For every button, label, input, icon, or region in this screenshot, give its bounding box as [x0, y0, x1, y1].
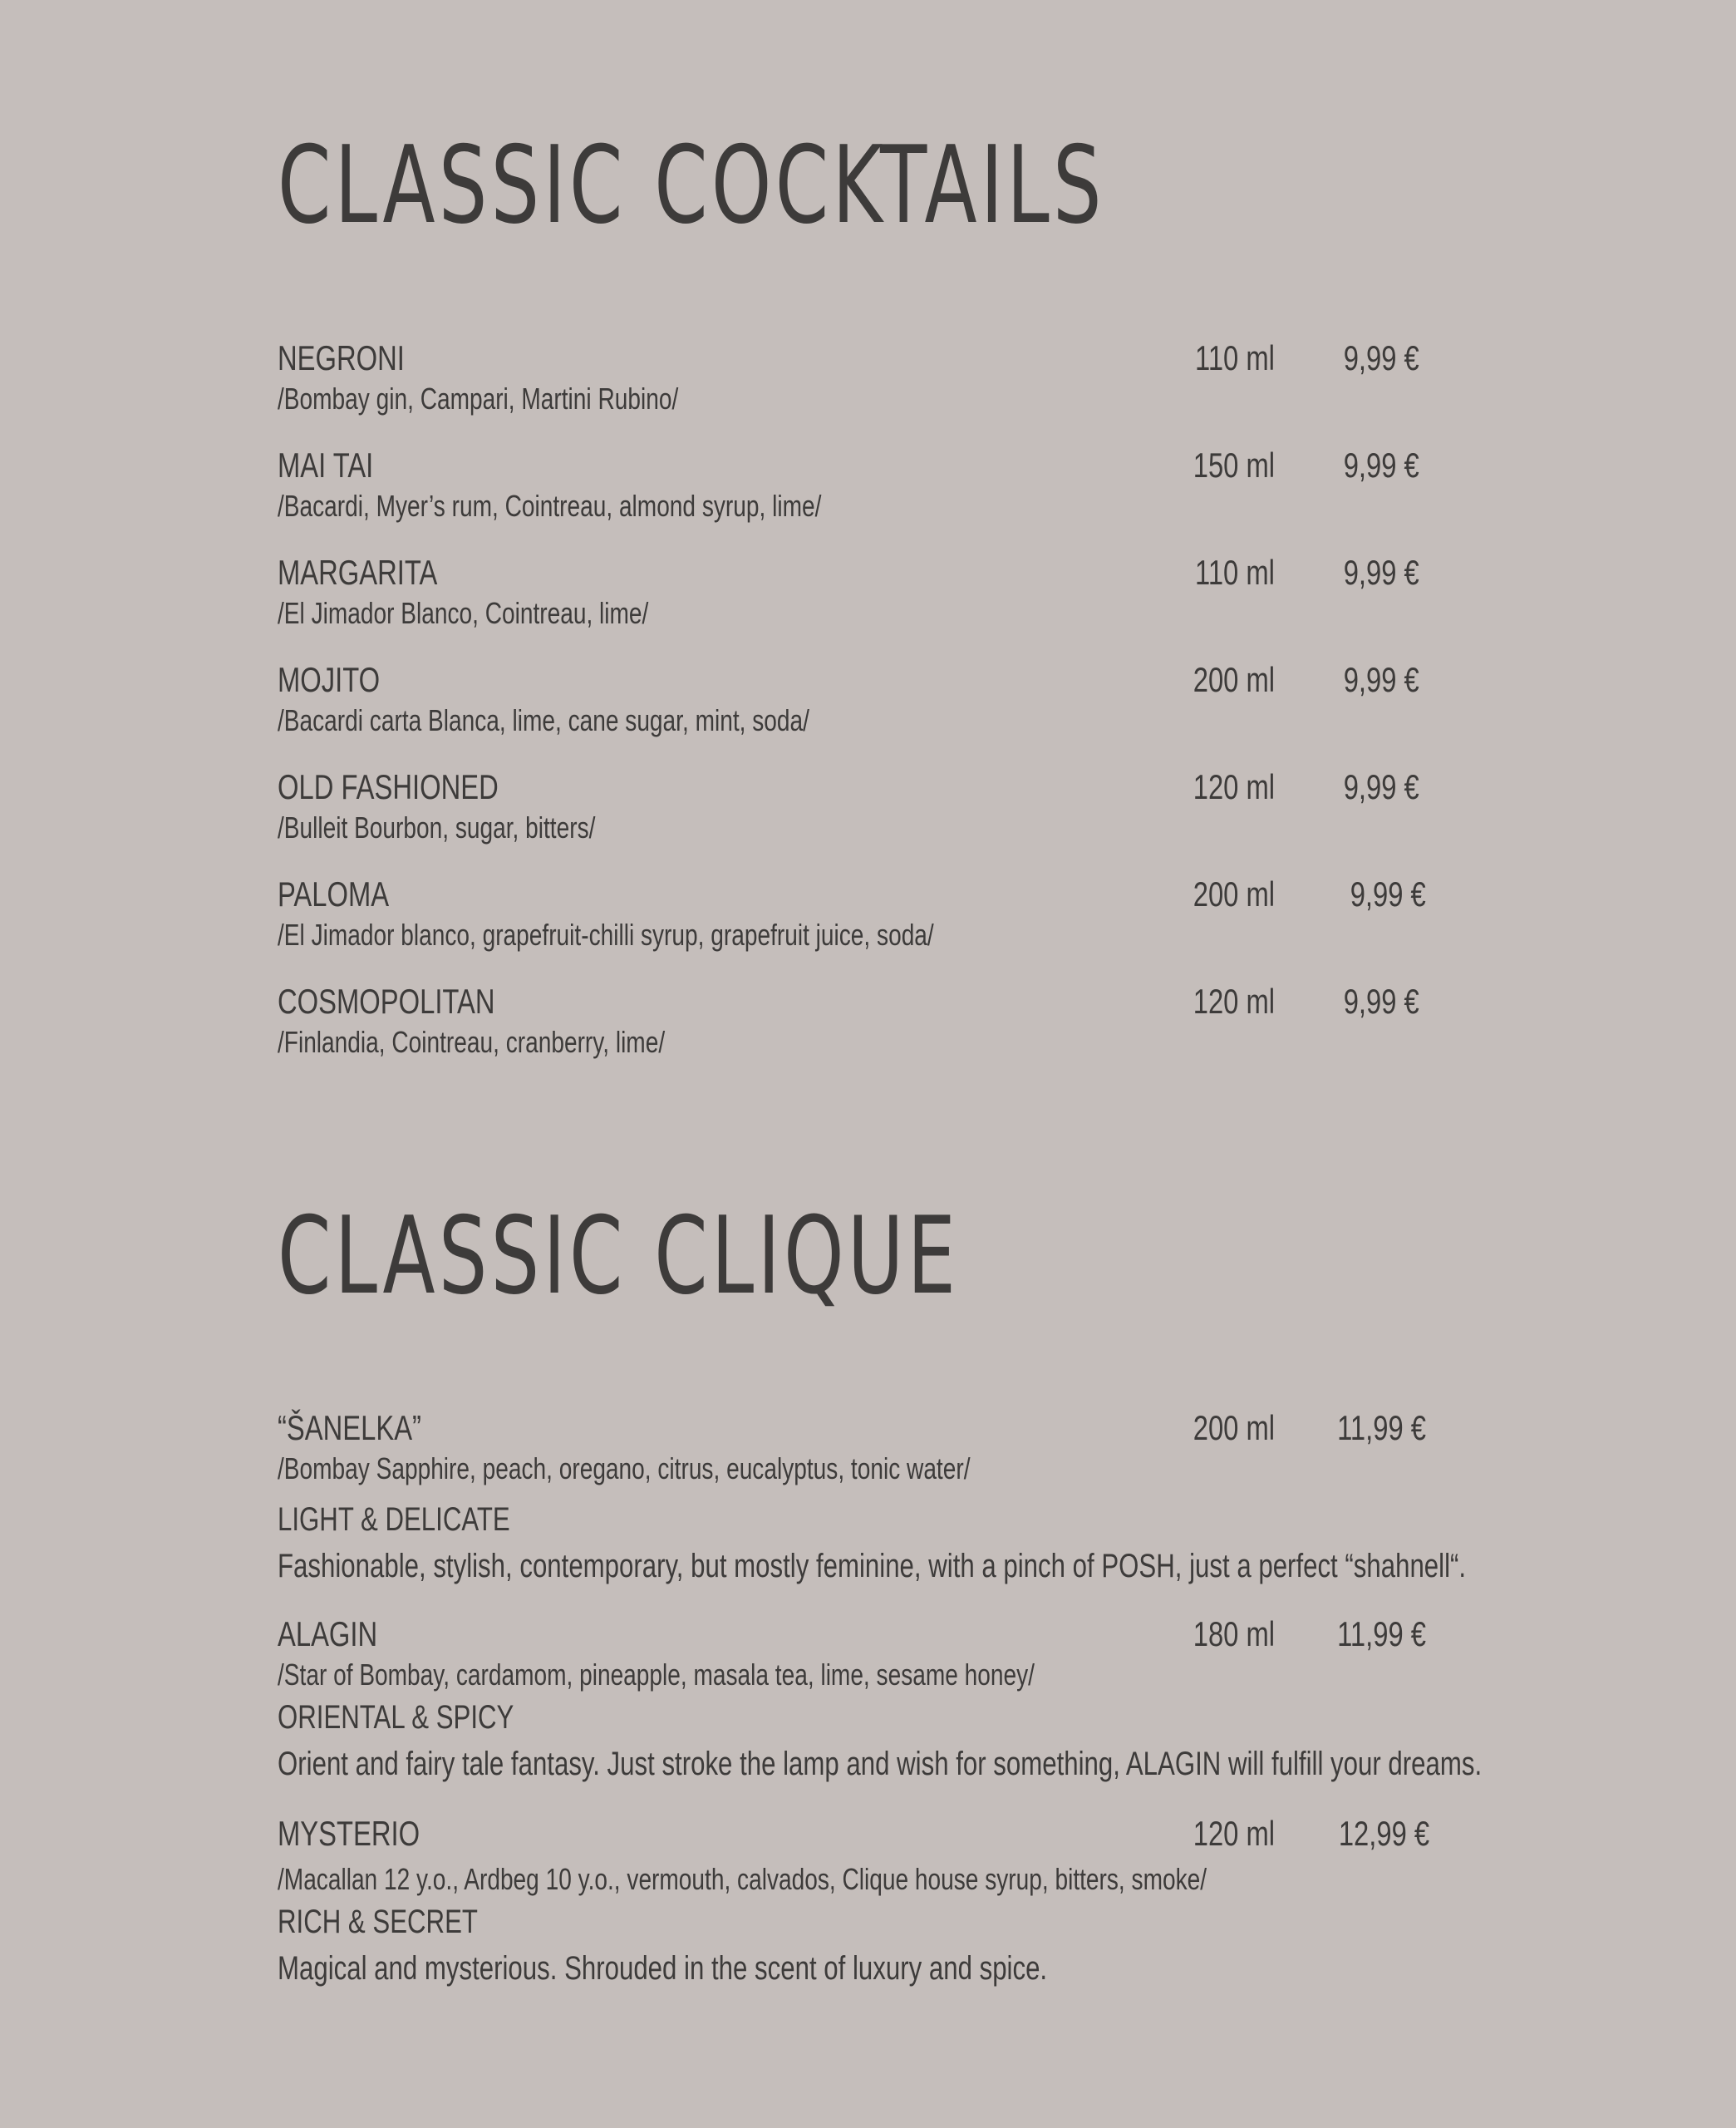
item-description: /Finlandia, Cointreau, cranberry, lime/ — [278, 1025, 666, 1059]
item-name: MAI TAI — [278, 446, 374, 485]
item-volume: 120 ml — [1193, 982, 1275, 1021]
menu-item-paloma — [278, 873, 1474, 954]
item-price: 9,99 € — [1343, 982, 1419, 1021]
item-name: MOJITO — [278, 660, 381, 699]
menu-item-margarita — [278, 551, 1474, 633]
item-volume: 180 ml — [1193, 1614, 1275, 1653]
item-style-tag: LIGHT & DELICATE — [278, 1501, 510, 1538]
item-price: 11,99 € — [1337, 1408, 1426, 1447]
menu-item-mysterio — [278, 1812, 1474, 1992]
item-name: ALAGIN — [278, 1614, 378, 1653]
menu-item-mojito — [278, 658, 1474, 740]
menu-item-sanelka — [278, 1406, 1474, 1589]
item-price: 9,99 € — [1343, 446, 1419, 485]
item-price: 9,99 € — [1350, 874, 1426, 914]
item-description: /Bacardi carta Blanca, lime, cane sugar, mint, soda/ — [278, 703, 809, 737]
item-name: COSMOPOLITAN — [278, 982, 495, 1021]
item-name: NEGRONI — [278, 338, 405, 377]
item-volume: 110 ml — [1195, 553, 1275, 592]
menu-item-alagin — [278, 1613, 1483, 1787]
item-price: 9,99 € — [1343, 660, 1419, 699]
item-name: “ŠANELKA” — [278, 1408, 421, 1447]
item-style-tag: RICH & SECRET — [278, 1904, 478, 1940]
item-volume: 150 ml — [1193, 446, 1275, 485]
item-description: /Bacardi, Myer’s rum, Cointreau, almond syrup, lime/ — [278, 489, 822, 523]
section-title-classic-cocktails: CLASSIC COCKTAILS — [278, 124, 1105, 248]
item-blurb: Orient and fairy tale fantasy. Just stroke the lamp and wish for something, ALAGIN will fulfill your dreams. — [278, 1746, 1483, 1782]
item-description: /Bombay Sapphire, peach, oregano, citrus, eucalyptus, tonic water/ — [278, 1451, 971, 1485]
item-volume: 200 ml — [1193, 874, 1275, 914]
item-style-tag: ORIENTAL & SPICY — [278, 1699, 514, 1736]
menu-item-old-fashioned — [278, 766, 1474, 847]
item-price: 11,99 € — [1337, 1614, 1426, 1653]
item-volume: 200 ml — [1193, 660, 1275, 699]
item-description: /Star of Bombay, cardamom, pineapple, masala tea, lime, sesame honey/ — [278, 1658, 1035, 1692]
item-blurb: Magical and mysterious. Shrouded in the scent of luxury and spice. — [278, 1950, 1048, 1987]
item-price: 9,99 € — [1343, 338, 1419, 377]
item-volume: 110 ml — [1195, 338, 1275, 377]
item-description: /Bombay gin, Campari, Martini Rubino/ — [278, 382, 679, 416]
item-volume: 200 ml — [1193, 1408, 1275, 1447]
item-price: 9,99 € — [1343, 553, 1419, 592]
section-title-classic-clique: CLASSIC CLIQUE — [278, 1195, 960, 1318]
item-price: 12,99 € — [1338, 1814, 1429, 1853]
menu-item-mai-tai — [278, 444, 1474, 525]
item-name: MYSTERIO — [278, 1814, 420, 1853]
item-description: /El Jimador blanco, grapefruit-chilli syrup, grapefruit juice, soda/ — [278, 918, 934, 952]
item-name: OLD FASHIONED — [278, 767, 499, 806]
item-description: /Macallan 12 y.o., Ardbeg 10 y.o., vermouth, calvados, Clique house syrup, bitters, smoke/ — [278, 1862, 1207, 1896]
item-volume: 120 ml — [1193, 1814, 1275, 1853]
item-name: MARGARITA — [278, 553, 438, 592]
item-description: /El Jimador Blanco, Cointreau, lime/ — [278, 596, 649, 630]
item-name: PALOMA — [278, 874, 390, 914]
item-volume: 120 ml — [1193, 767, 1275, 806]
item-blurb: Fashionable, stylish, contemporary, but mostly feminine, with a pinch of POSH, just a perfect “shahnell“. — [278, 1548, 1467, 1584]
menu-item-cosmopolitan — [278, 980, 1474, 1062]
item-price: 9,99 € — [1343, 767, 1419, 806]
menu-item-negroni — [278, 337, 1474, 418]
item-description: /Bulleit Bourbon, sugar, bitters/ — [278, 810, 596, 845]
